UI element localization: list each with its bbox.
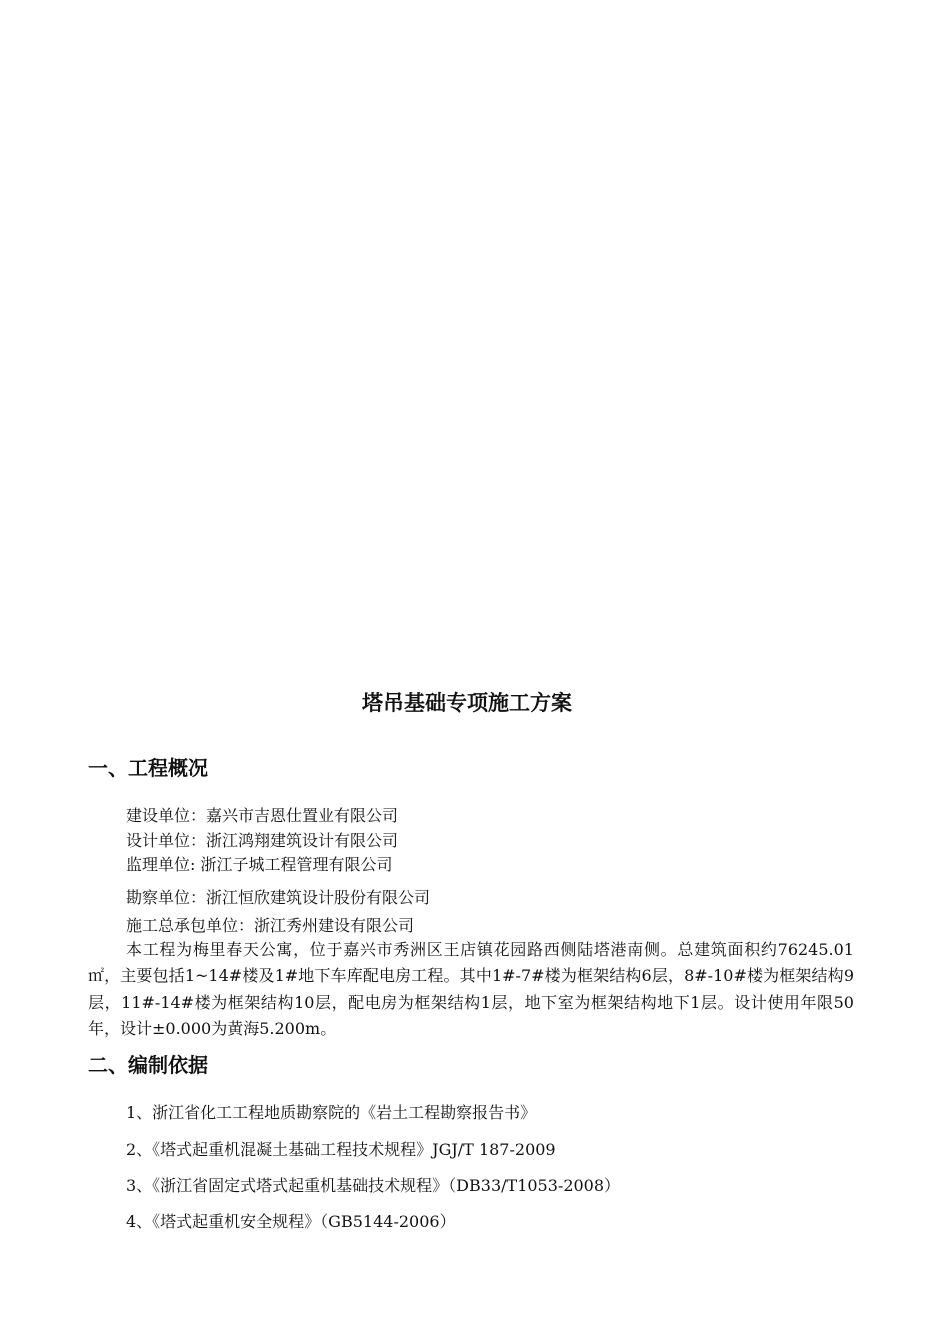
basis-item: 4、《塔式起重机安全规程》（GB5144-2006） bbox=[126, 1212, 456, 1231]
basis-item: 1、浙江省化工工程地质勘察院的《岩土工程勘察报告书》 bbox=[126, 1103, 537, 1122]
section-heading-overview: 一、工程概况 bbox=[88, 756, 208, 780]
info-label: 勘察单位： bbox=[126, 888, 207, 907]
basis-item: 2、《塔式起重机混凝土基础工程技术规程》JGJ/T 187-2009 bbox=[126, 1140, 556, 1159]
info-line-supervisor bbox=[126, 853, 393, 877]
info-value: 浙江恒欣建筑设计股份有限公司 bbox=[206, 888, 431, 907]
section-heading-basis: 二、编制依据 bbox=[88, 1053, 208, 1077]
info-label: 施工总承包单位： bbox=[126, 916, 255, 935]
info-label: 监理单位: bbox=[126, 855, 201, 874]
info-value: 嘉兴市吉恩仕置业有限公司 bbox=[206, 806, 399, 825]
info-line-designer bbox=[126, 829, 398, 853]
info-line-contractor bbox=[126, 914, 414, 938]
info-line-owner bbox=[126, 804, 398, 828]
document-title: 塔吊基础专项施工方案 bbox=[362, 691, 572, 715]
basis-item: 3、《浙江省固定式塔式起重机基础技术规程》（DB33/T1053-2008） bbox=[126, 1176, 621, 1195]
info-label: 设计单位： bbox=[126, 831, 207, 850]
info-line-surveyor bbox=[126, 886, 430, 910]
info-label: 建设单位： bbox=[126, 806, 207, 825]
project-overview-paragraph: 本工程为梅里春天公寓，位于嘉兴市秀洲区王店镇花园路西侧陆塔港南侧。总建筑面积约76245.01㎡，主要包括1~14#楼及1#地下车库配电房工程。其中1#-7#楼为框架结构6层，8#-10#楼为框架结构9层，11#-14#楼为框架结构10层，配电房为框架结构1层，地下室为框架结构地下1层。设计使用年限50年，设计±0.000为黄海5.200m。 bbox=[88, 940, 854, 1038]
info-value: 浙江子城工程管理有限公司 bbox=[200, 855, 393, 874]
info-value: 浙江秀州建设有限公司 bbox=[254, 916, 415, 935]
info-value: 浙江鸿翔建筑设计有限公司 bbox=[206, 831, 399, 850]
